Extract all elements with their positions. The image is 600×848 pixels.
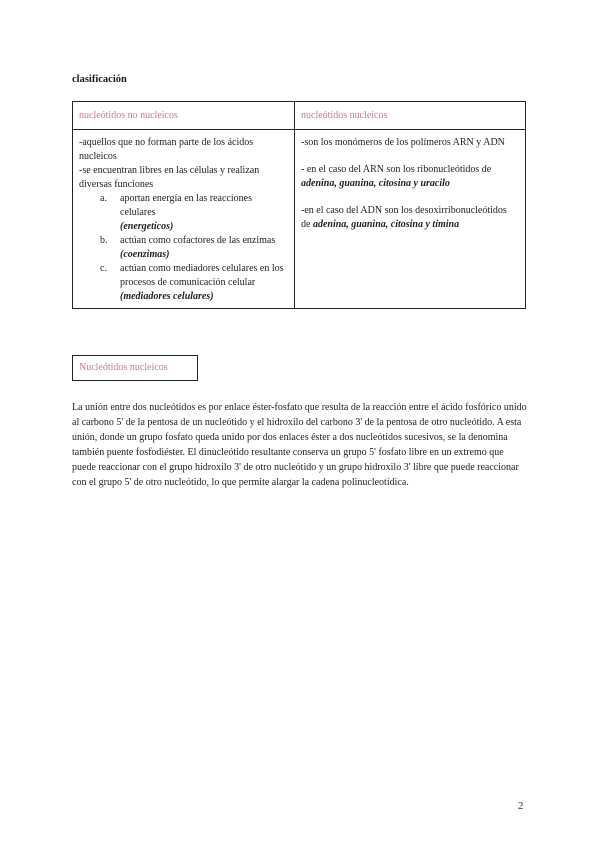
classification-table (72, 101, 526, 309)
list-item (79, 234, 288, 262)
rna-bases: adenina, guanina, citosina y uracilo (301, 178, 450, 189)
non-nucleic-line-2: nucleicos (79, 151, 117, 162)
table-row (73, 130, 526, 309)
non-nucleic-line-1: -aquellos que no forman parte de los ácidos (79, 137, 254, 148)
nucleic-line-1: -son los monómeros de los polímeros ARN y ADN (301, 137, 505, 148)
dna-bases: adenina, guanina, citosina y timina (312, 219, 460, 230)
list-item-text-2: procesos de comunicación celular (120, 277, 256, 288)
list-item-text: aportan energía en las reacciones celulares (120, 193, 252, 218)
table-header-row (73, 102, 526, 130)
nucleic-line-2: - en el caso del ARN son los ribonucleótidos de (301, 164, 492, 175)
header-non-nucleic: nucleótidos no nucleicos (73, 102, 295, 130)
list-item-term: (energeticos) (120, 221, 174, 232)
cell-nucleic (295, 130, 526, 309)
list-item-term: (coenzimas) (120, 249, 170, 260)
page-number: 2 (518, 800, 524, 812)
spacer (301, 191, 519, 204)
dna-prefix: de (301, 219, 313, 230)
list-item-term: (mediadores celulares) (120, 291, 214, 302)
subsection-heading-box: Nucleótidos nucleicos (72, 355, 198, 381)
non-nucleic-line-3: -se encuentran libres en las células y realizan (79, 165, 260, 176)
list-marker: a. (100, 193, 107, 204)
list-marker: c. (100, 263, 107, 274)
list-item-text: actúan como mediadores celulares en los (120, 263, 284, 274)
list-item (79, 262, 288, 304)
body-paragraph: La unión entre dos nucleótidos es por enlace éster-fosfato que resulta de la reacción entre el ácido fosfórico unido al carbono 5' de la pentosa de un nucleótido y el hidroxilo del carbono 3' de la pentosa de otro nucleótido. A esta unión, donde un grupo fosfato queda unido por dos enlaces éster a dos nucleótidos sucesivos, se la denomina también puente fosfodiéster. El dinucleótido resultante conserva un grupo 5' fosfato libre en un extremo que puede reaccionar con el grupo hidroxilo 3' de otro nucleótido y un grupo hidroxilo 3' libre que puede reaccionar con el grupo 5' de otro nucleótido, lo que permite alargar la cadena polinucleotídica. (72, 402, 527, 488)
list-item (79, 192, 288, 234)
list-marker: b. (100, 235, 108, 246)
function-list (79, 192, 288, 304)
list-item-text: actúan como cofactores de las enzimas (120, 235, 276, 246)
non-nucleic-line-4: diversas funciones (79, 179, 154, 190)
nucleic-line-4 (301, 218, 519, 232)
section-title: clasificación (72, 74, 127, 85)
spacer (301, 150, 519, 163)
header-nucleic: nucleótidos nucleicos (295, 102, 526, 130)
nucleic-line-3: -en el caso del ADN son los desoxirribonucleótidos (301, 205, 507, 216)
cell-non-nucleic (73, 130, 295, 309)
